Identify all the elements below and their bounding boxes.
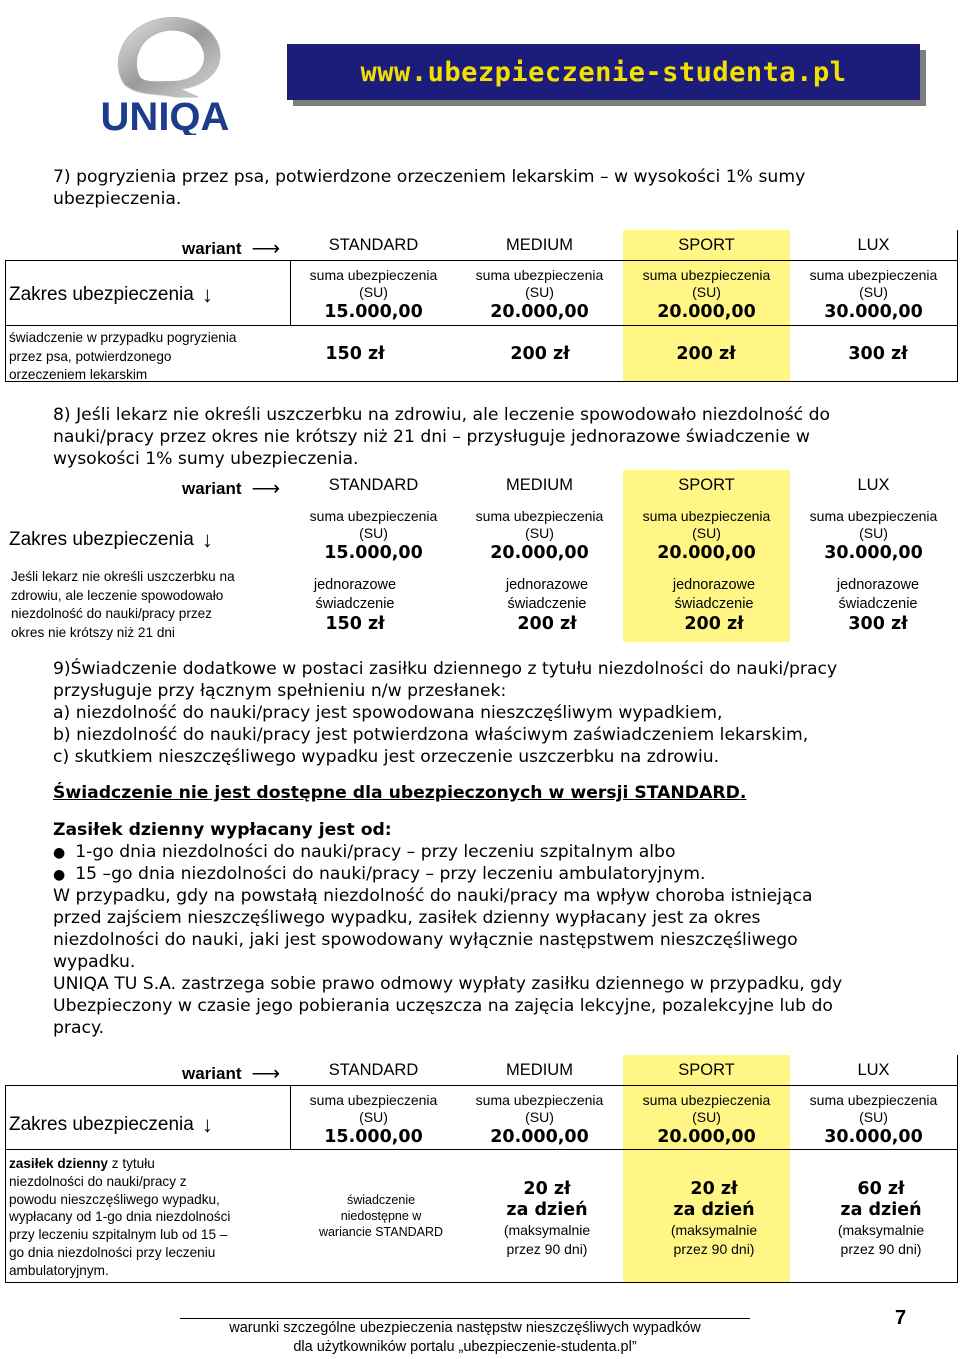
divider: [5, 1149, 958, 1150]
border: [5, 1085, 6, 1283]
su-abbr: (SU): [359, 525, 388, 541]
su-medium: [456, 267, 623, 323]
footer-line1: warunki szczególne ubezpieczenia następstw nieszczęśliwych wypadków: [229, 1320, 701, 1336]
value-max: (maksymalnie: [837, 1222, 925, 1238]
su-label: suma ubezpieczenia: [475, 1092, 604, 1108]
value-lux: 300 zł: [848, 344, 908, 364]
value-medium: [467, 576, 627, 635]
su-abbr: (SU): [859, 284, 888, 300]
section7-line1: 7) pogryzienia przez psa, potwierdzone orzeczeniem lekarskim – w wysokości 1% sumy: [53, 167, 806, 187]
bullet-text: 15 –go dnia niezdolności do nauki/pracy – przy leczeniu ambulatoryjnym.: [75, 864, 706, 884]
site-url-banner[interactable]: www.ubezpieczenie-studenta.pl: [360, 56, 847, 88]
row-label-line: ambulatoryjnym.: [9, 1262, 109, 1278]
header-standard: STANDARD: [328, 476, 419, 494]
row-label-line: go dnia niezdolności przy leczeniu: [9, 1244, 216, 1260]
su-amount: 20.000,00: [490, 543, 589, 563]
border: [5, 260, 6, 382]
row-label-line: przez psa, potwierdzonego: [9, 348, 172, 364]
divider: [5, 325, 958, 326]
su-label: suma ubezpieczenia: [309, 1092, 438, 1108]
value-line: jednorazowe: [313, 577, 397, 593]
section9-line2: przysługuje przy łącznym spełnieniu n/w przesłanek:: [53, 681, 507, 701]
zakres-label: [9, 527, 213, 553]
section8-line3: wysokości 1% sumy ubezpieczenia.: [53, 449, 359, 469]
su-amount: 30.000,00: [824, 1127, 923, 1147]
row-label-line: niezdolności do nauki/pracy z: [9, 1173, 187, 1189]
header-medium: MEDIUM: [506, 476, 573, 494]
header-medium: MEDIUM: [506, 1061, 573, 1079]
value-line: świadczenie: [346, 1193, 416, 1207]
zakres-text: Zakres ubezpieczenia: [9, 1114, 194, 1135]
table-uszczerbek: [5, 470, 958, 642]
uniqa-logo-mark: [80, 5, 250, 135]
value-amount: 200 zł: [517, 614, 577, 634]
row-label-line: niezdolność do nauki/pracy przez: [11, 606, 212, 621]
su-abbr: (SU): [859, 525, 888, 541]
section9-line1: 9)Świadczenie dodatkowe w postaci zasiłku dziennego z tytułu niezdolności do nauki/pracy: [53, 659, 838, 679]
zakres-label: [9, 1112, 213, 1138]
section9-line3: a) niezdolność do nauki/pracy jest spowodowana nieszczęśliwym wypadkiem,: [53, 703, 723, 723]
table-zasilek: [5, 1055, 958, 1283]
value-amount: 20 zł: [523, 1179, 571, 1199]
value-sport: [634, 576, 794, 635]
value-lux: [801, 1179, 960, 1259]
su-amount: 20.000,00: [657, 1127, 756, 1147]
arrow-down-icon: ↓: [201, 527, 213, 552]
arrow-down-icon: ↓: [201, 1112, 213, 1137]
row-label-rest: z tytułu: [107, 1156, 155, 1171]
su-amount: 15.000,00: [324, 1127, 423, 1147]
footer-divider: [180, 1318, 750, 1319]
header-lux: LUX: [857, 476, 890, 494]
bullet-item: [53, 842, 913, 865]
border: [957, 230, 958, 382]
value-per-day: za dzień: [673, 1200, 755, 1220]
row-label-line: wypłacany od 1-go dnia niezdolności: [9, 1209, 231, 1225]
su-label: suma ubezpieczenia: [809, 1092, 938, 1108]
zakres-label: [9, 282, 213, 308]
value-amount: 200 zł: [684, 614, 744, 634]
su-amount: 20.000,00: [490, 302, 589, 322]
su-amount: 30.000,00: [824, 543, 923, 563]
divider: [5, 1282, 958, 1283]
bullet-item: [53, 864, 913, 887]
wariant-label: [182, 1061, 280, 1086]
su-label: suma ubezpieczenia: [309, 267, 438, 283]
value-amount: 300 zł: [848, 614, 908, 634]
value-standard: [275, 576, 435, 635]
header-sport: SPORT: [678, 476, 735, 494]
value-line: wariancie STANDARD: [318, 1225, 444, 1239]
header-lux: LUX: [857, 236, 890, 254]
su-label: suma ubezpieczenia: [642, 1092, 771, 1108]
para-line: UNIQA TU S.A. zastrzega sobie prawo odmowy wypłaty zasiłku dziennego w przypadku, gdy: [53, 974, 843, 994]
su-lux: [790, 1092, 957, 1148]
section8-line1: 8) Jeśli lekarz nie określi uszczerbku na zdrowiu, ale leczenie spowodowało niezdolność do: [53, 405, 831, 425]
su-amount: 30.000,00: [824, 302, 923, 322]
border: [290, 260, 291, 325]
logo-text: UNIQA: [100, 95, 230, 135]
para-line: niezdolności do nauki, jaki jest spowodowany wyłącznie następstwem nieszczęśliwego: [53, 930, 798, 950]
wariant-text: wariant: [182, 478, 242, 498]
value-max: przez 90 dni): [506, 1241, 588, 1257]
su-standard: [290, 1092, 457, 1148]
standard-notice: Świadczenie nie jest dostępne dla ubezpieczonych w wersji STANDARD.: [53, 783, 747, 803]
su-abbr: (SU): [359, 284, 388, 300]
su-abbr: (SU): [692, 284, 721, 300]
divider: [5, 260, 958, 261]
su-label: suma ubezpieczenia: [475, 508, 604, 524]
header-sport: SPORT: [678, 236, 735, 254]
uniqa-logo: [80, 5, 250, 135]
value-standard: [301, 1192, 461, 1240]
value-medium: 200 zł: [510, 344, 570, 364]
su-abbr: (SU): [692, 1109, 721, 1125]
arrow-right-icon: ⟶: [251, 238, 281, 260]
su-medium: [456, 1092, 623, 1148]
su-medium: [456, 508, 623, 564]
value-max: (maksymalnie: [503, 1222, 591, 1238]
value-amount: 150 zł: [325, 614, 385, 634]
su-amount: 15.000,00: [324, 302, 423, 322]
wariant-text: wariant: [182, 238, 242, 258]
su-sport: [623, 1092, 790, 1148]
su-amount: 20.000,00: [490, 1127, 589, 1147]
su-standard: [290, 508, 457, 564]
value-amount: 60 zł: [857, 1179, 905, 1199]
su-amount: 20.000,00: [657, 543, 756, 563]
value-medium: [467, 1179, 627, 1259]
zasilek-title: Zasiłek dzienny wypłacany jest od:: [53, 820, 392, 840]
border: [957, 1055, 958, 1283]
header-lux: LUX: [857, 1061, 890, 1079]
header-sport: SPORT: [678, 1061, 735, 1079]
row-label: [9, 1155, 291, 1280]
value-standard: 150 zł: [325, 344, 385, 364]
arrow-right-icon: ⟶: [251, 478, 281, 500]
value-per-day: za dzień: [506, 1200, 588, 1220]
su-label: suma ubezpieczenia: [642, 508, 771, 524]
para-line: W przypadku, gdy na powstałą niezdolność do nauki/pracy ma wpływ choroba istniejąca: [53, 886, 813, 906]
row-label-line: orzeczeniem lekarskim: [9, 367, 148, 382]
section8-line2: nauki/pracy przez okres nie krótszy niż 21 dni – przysługuje jednorazowe świadczenie w: [53, 427, 810, 447]
su-abbr: (SU): [525, 525, 554, 541]
su-label: suma ubezpieczenia: [809, 267, 938, 283]
para-line: Ubezpieczony w czasie jego pobierania uczęszcza na zajęcia lekcyjne, pozalekcyjne lub do: [53, 996, 833, 1016]
value-max: przez 90 dni): [840, 1241, 922, 1257]
wariant-label: [182, 236, 280, 261]
su-sport: [623, 267, 790, 323]
para-line: przed zajściem nieszczęśliwego wypadku, zasiłek dzienny wypłacany jest za okres: [53, 908, 761, 928]
row-label: [11, 568, 291, 642]
su-lux: [790, 508, 957, 564]
zakres-text: Zakres ubezpieczenia: [9, 284, 194, 305]
arrow-down-icon: ↓: [201, 282, 213, 307]
header-medium: MEDIUM: [506, 236, 573, 254]
row-label: [9, 329, 289, 385]
divider: [5, 1085, 958, 1086]
bullet-text: 1-go dnia niezdolności do nauki/pracy – przy leczeniu szpitalnym albo: [75, 842, 676, 862]
su-amount: 20.000,00: [657, 302, 756, 322]
border: [290, 1085, 291, 1149]
su-label: suma ubezpieczenia: [642, 267, 771, 283]
su-label: suma ubezpieczenia: [809, 508, 938, 524]
value-lux: [798, 576, 958, 635]
value-line: jednorazowe: [672, 577, 756, 593]
su-standard: [290, 267, 457, 323]
value-max: przez 90 dni): [673, 1241, 755, 1257]
su-label: suma ubezpieczenia: [309, 508, 438, 524]
value-amount: 20 zł: [690, 1179, 738, 1199]
wariant-label: [182, 476, 280, 501]
su-abbr: (SU): [859, 1109, 888, 1125]
arrow-right-icon: ⟶: [251, 1063, 281, 1085]
section9-line5: c) skutkiem nieszczęśliwego wypadku jest orzeczenie uszczerbku na zdrowiu.: [53, 747, 720, 767]
value-sport: [634, 1179, 794, 1259]
value-line: jednorazowe: [836, 577, 920, 593]
header-standard: STANDARD: [328, 1061, 419, 1079]
su-amount: 15.000,00: [324, 543, 423, 563]
row-label-line: [9, 1155, 291, 1173]
row-label-line: zdrowiu, ale leczenie spowodowało: [11, 587, 224, 603]
bullet-icon: ●: [53, 867, 66, 883]
row-label-line: przy leczeniu szpitalnym lub od 15 –: [9, 1227, 228, 1243]
su-abbr: (SU): [525, 1109, 554, 1125]
footer-line2: dla użytkowników portalu „ubezpieczenie-studenta.pl”: [293, 1339, 637, 1355]
divider: [5, 381, 958, 382]
su-abbr: (SU): [692, 525, 721, 541]
row-label-line: powodu nieszczęśliwego wypadku,: [9, 1191, 220, 1207]
row-label-line: Jeśli lekarz nie określi uszczerbku na: [11, 569, 235, 584]
wariant-text: wariant: [182, 1063, 242, 1083]
value-max: (maksymalnie: [670, 1222, 758, 1238]
su-abbr: (SU): [525, 284, 554, 300]
section7-line2: ubezpieczenia.: [53, 189, 182, 209]
section9-line4: b) niezdolność do nauki/pracy jest potwierdzona właściwym zaświadczeniem lekarskim,: [53, 725, 809, 745]
su-label: suma ubezpieczenia: [475, 267, 604, 283]
value-line: świadczenie: [838, 595, 918, 612]
su-sport: [623, 508, 790, 564]
value-line: świadczenie: [315, 595, 395, 612]
table-pogryzienie: [5, 230, 958, 382]
value-line: niedostępne w: [340, 1209, 422, 1223]
su-abbr: (SU): [359, 1109, 388, 1125]
para-line: wypadku.: [53, 952, 136, 972]
para-line: pracy.: [53, 1018, 105, 1038]
su-lux: [790, 267, 957, 323]
header-standard: STANDARD: [328, 236, 419, 254]
page-number: 7: [895, 1307, 907, 1329]
value-per-day: za dzień: [840, 1200, 922, 1220]
value-line: jednorazowe: [505, 577, 589, 593]
row-label-bold: zasiłek dzienny: [9, 1156, 108, 1171]
bullet-icon: ●: [53, 845, 66, 861]
value-line: świadczenie: [507, 595, 587, 612]
value-sport: 200 zł: [676, 344, 736, 364]
value-line: świadczenie: [674, 595, 754, 612]
zakres-text: Zakres ubezpieczenia: [9, 529, 194, 550]
row-label-line: świadczenie w przypadku pogryzienia: [9, 330, 237, 345]
row-label-line: okres nie krótszy niż 21 dni: [11, 624, 175, 640]
